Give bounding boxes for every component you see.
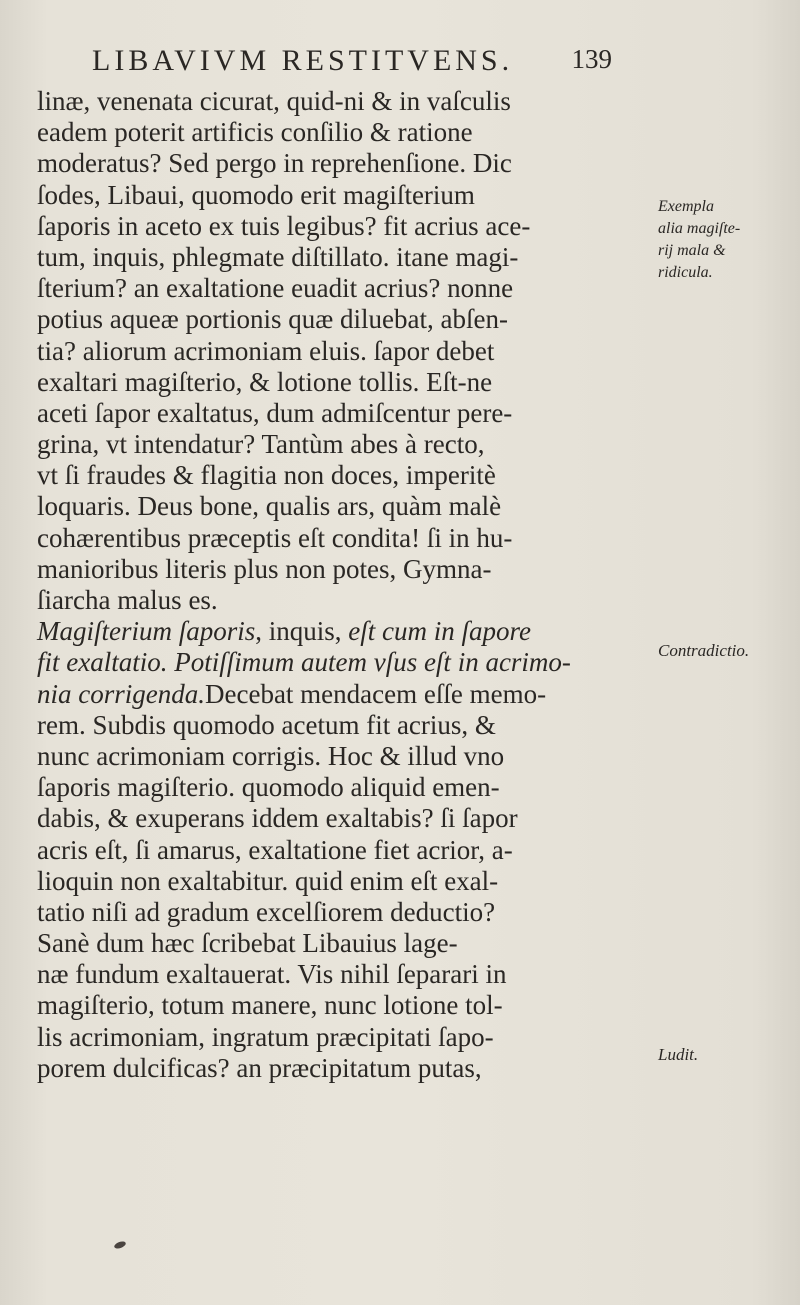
text-line: ſiarcha malus es.: [37, 585, 218, 615]
text-line-mixed: [37, 679, 627, 710]
running-title: LIBAVIVM RESTITVENS.: [92, 44, 514, 77]
text-line: magiſterio, totum manere, nunc lotione tol-: [37, 990, 503, 1021]
ink-stain: [113, 1240, 126, 1250]
main-text-block: [37, 86, 627, 1084]
text-line: ſodes, Libaui, quomodo erit magiſterium: [37, 179, 475, 210]
text-line: cohærentibus præceptis eſt condita! ſi in hu-: [37, 522, 513, 553]
text-line: eadem poterit artificis conſilio & ratione: [37, 117, 473, 148]
italic-run: nia corrigenda.: [37, 678, 205, 709]
margin-note-line: Ludit.: [658, 1045, 699, 1064]
italic-run: eſt cum in ſapore: [348, 616, 531, 647]
text-line: manioribus literis plus non potes, Gymna-: [37, 553, 492, 584]
margin-note-line: alia magiſte-: [658, 220, 741, 237]
text-line: porem dulcificas? an præcipitatum putas,: [37, 1052, 482, 1083]
text-line-mixed: [37, 616, 627, 647]
margin-note-contradictio: [658, 640, 796, 662]
text-line: grina, vt intendatur? Tantùm abes à recto,: [37, 429, 485, 460]
text-line: tatio niſi ad gradum excelſiorem deductio?: [37, 896, 496, 927]
text-line: ſterium? an exaltatione euadit acrius? nonne: [37, 273, 514, 304]
text-line: tum, inquis, phlegmate diſtillato. itane magi-: [37, 241, 519, 272]
italic-run: Magiſterium ſaporis: [37, 616, 256, 647]
margin-note-line: ridicula.: [658, 264, 713, 281]
margin-note-line: rij mala &: [658, 242, 726, 259]
text-line: dabis, & exuperans iddem exaltabis? ſi ſapor: [37, 803, 518, 834]
text-line: tia? aliorum acrimoniam eluis. ſapor debet: [37, 335, 495, 366]
margin-note-line: Contradictio.: [658, 641, 750, 660]
roman-run: , inquis,: [255, 616, 349, 647]
page-header: [92, 44, 612, 84]
text-line: næ fundum exaltauerat. Vis nihil ſeparari in: [37, 959, 507, 990]
text-line: ſaporis magiſterio. quomodo aliquid emen-: [37, 772, 500, 803]
text-line: lis acrimoniam, ingratum præcipitati ſapo-: [37, 1021, 494, 1052]
text-line: exaltari magiſterio, & lotione tollis. Eſt-ne: [37, 366, 493, 397]
text-line: ſaporis in aceto ex tuis legibus? fit acrius ace-: [37, 210, 531, 241]
text-line: aceti ſapor exaltatus, dum admiſcentur pere-: [37, 397, 513, 428]
text-line-italic: fit exaltatio. Potiſſimum autem vſus eſt in acrimo-: [37, 647, 571, 678]
text-line: potius aqueæ portionis quæ diluebat, abſen-: [37, 304, 508, 335]
text-line: linæ, venenata cicurat, quid-ni & in vaſculis: [37, 86, 511, 116]
text-line: nunc acrimoniam corrigis. Hoc & illud vno: [37, 740, 505, 771]
text-line: rem. Subdis quomodo acetum fit acrius, &: [37, 709, 496, 740]
margin-note-exempla: [658, 196, 796, 284]
margin-note-line: Exempla: [658, 198, 714, 215]
roman-run: Decebat mendacem eſſe memo-: [205, 678, 547, 709]
text-line: Sanè dum hæc ſcribebat Libauius lage-: [37, 928, 458, 959]
text-line: moderatus? Sed pergo in reprehenſione. Dic: [37, 148, 512, 179]
text-line: acris eſt, ſi amarus, exaltatione fiet acrior, a-: [37, 834, 513, 865]
margin-note-ludit: [658, 1044, 796, 1066]
text-line: lioquin non exaltabitur. quid enim eſt exal-: [37, 865, 499, 896]
text-line: vt ſi fraudes & flagitia non doces, imperitè: [37, 460, 496, 491]
text-line: loquaris. Deus bone, qualis ars, quàm malè: [37, 491, 502, 522]
page-number: 139: [571, 44, 612, 74]
